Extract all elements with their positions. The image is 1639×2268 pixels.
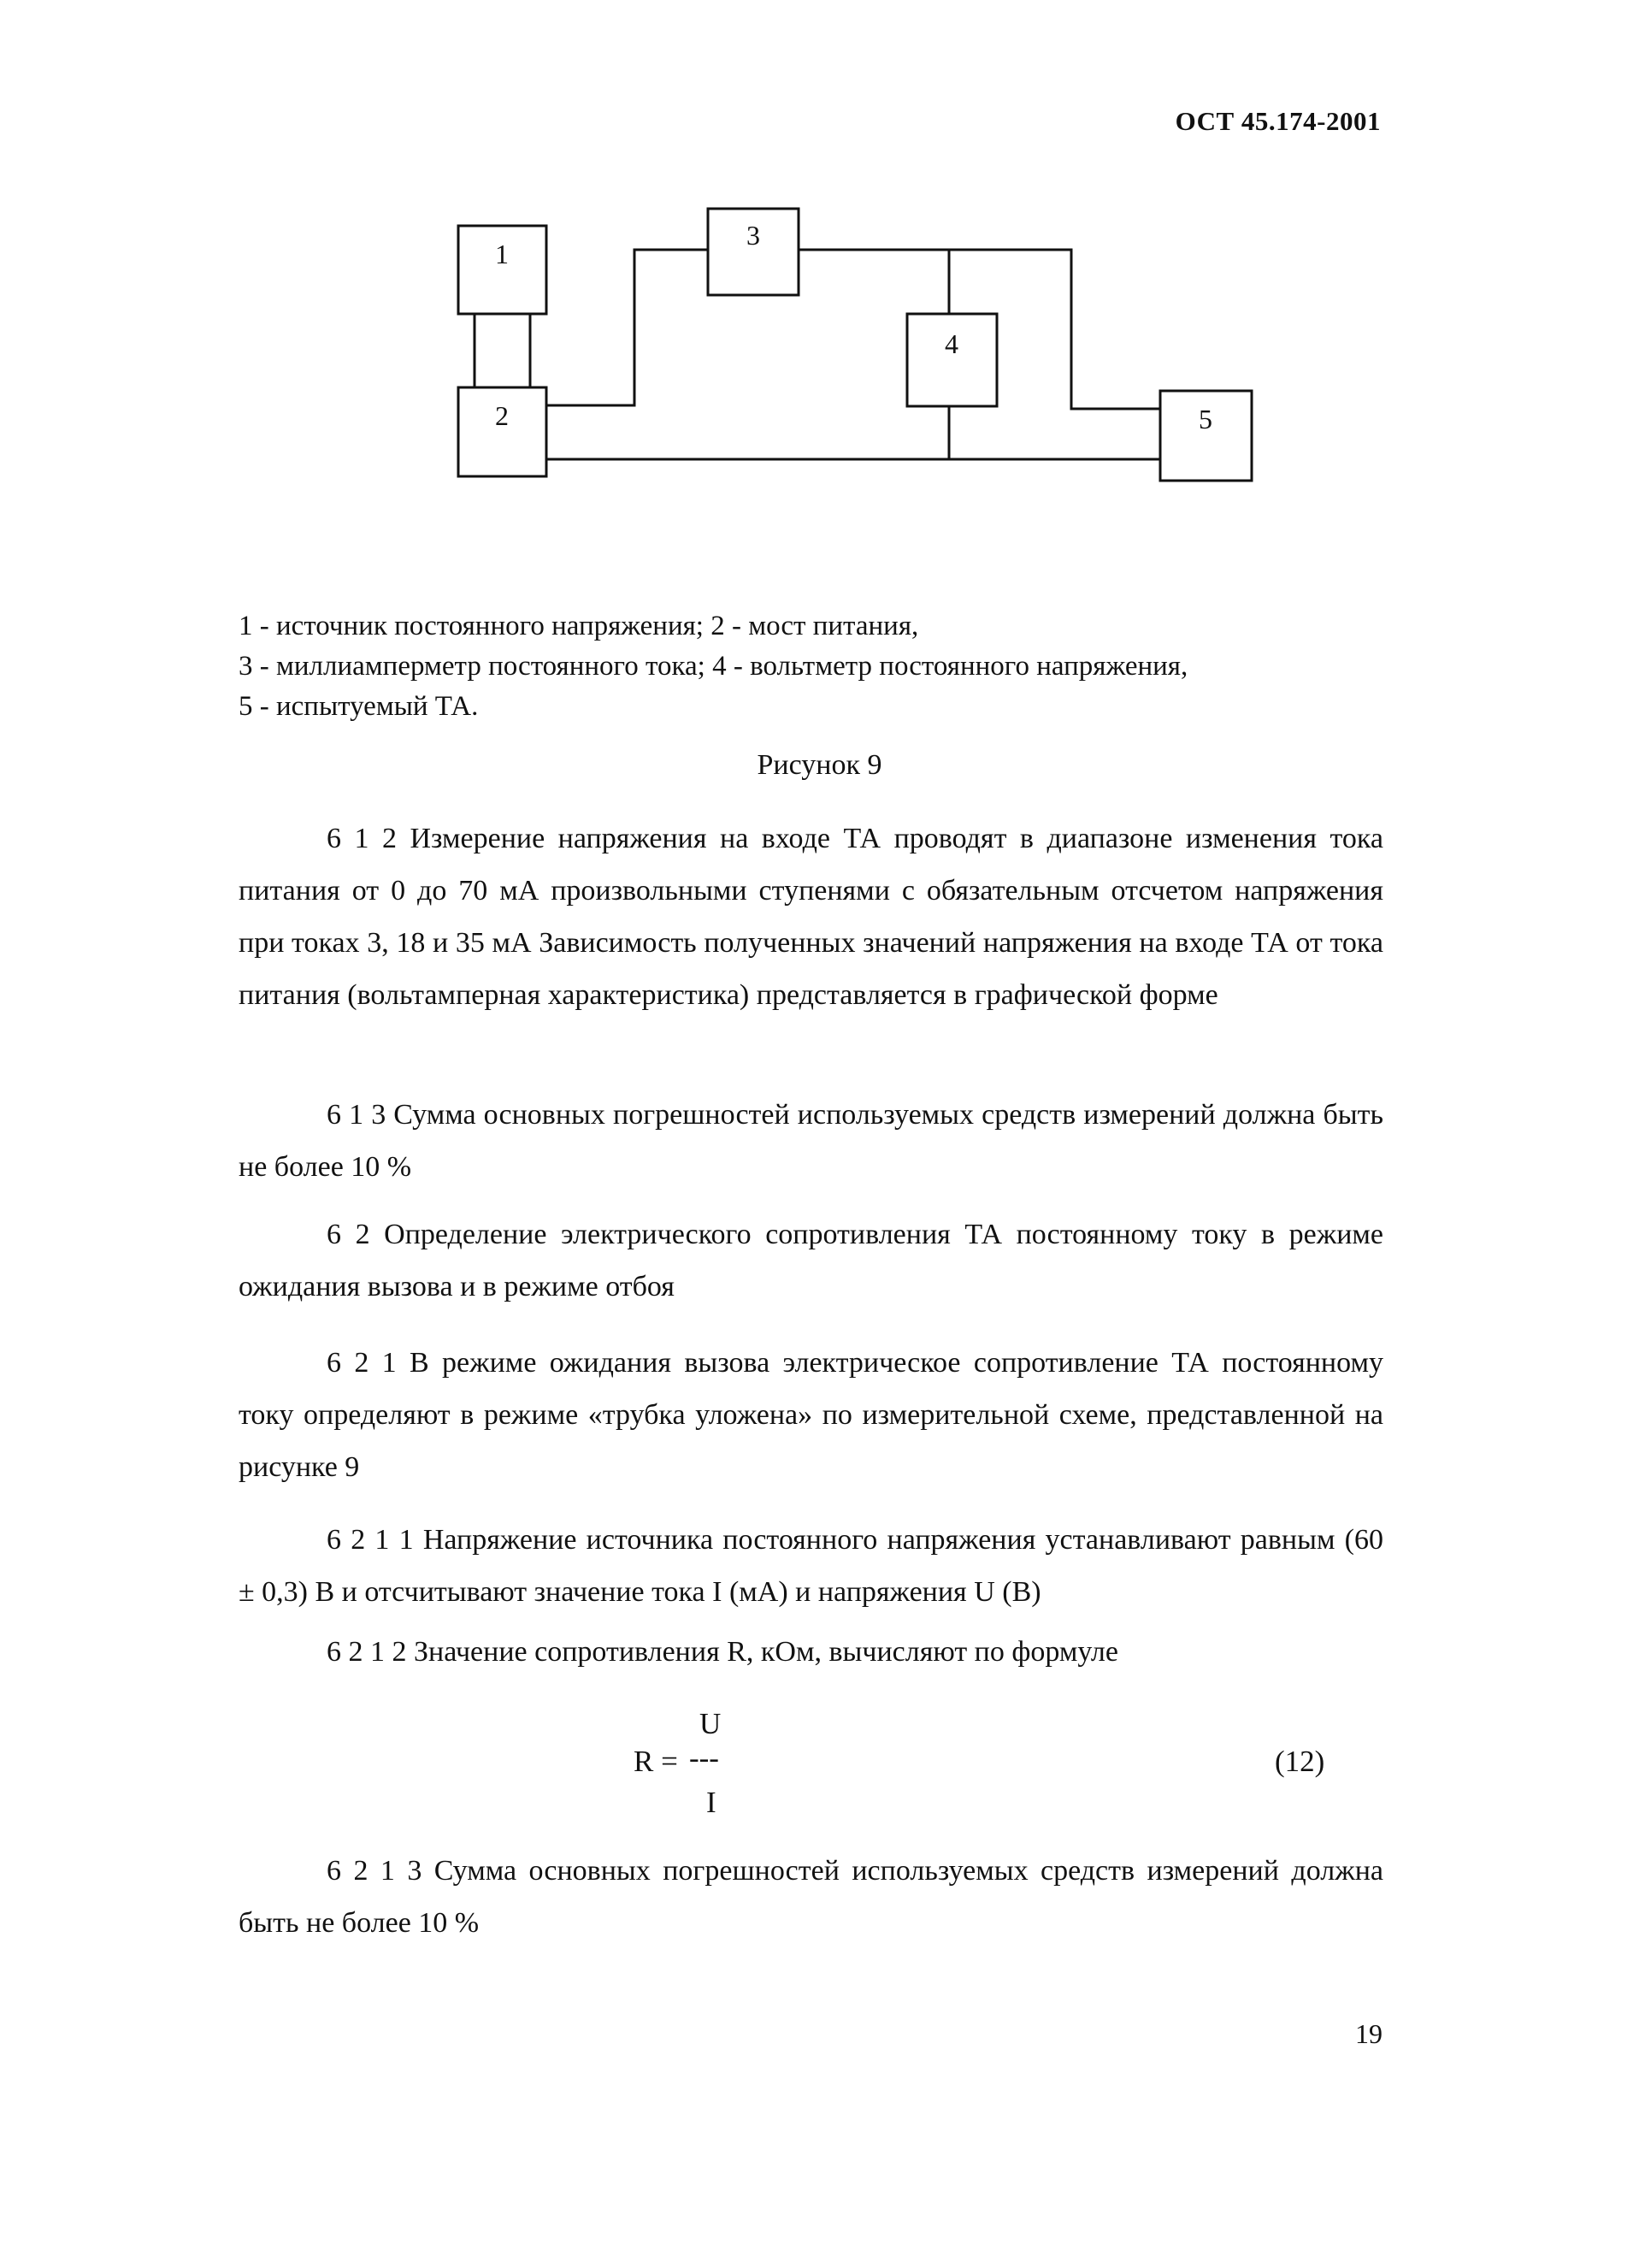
figure-legend xyxy=(239,606,1188,727)
document-code: ОСТ 45.174-2001 xyxy=(1175,106,1381,136)
page-number: 19 xyxy=(1355,2018,1383,2049)
paragraph-6-2-1 xyxy=(239,1337,1383,1493)
paragraph-6-2-1-2 xyxy=(239,1626,1383,1678)
formula-number: (12) xyxy=(1275,1745,1325,1778)
paragraph-6-2-1-2-text: 6 2 1 2 Значение сопротивления R, кОм, вычисляют по формуле xyxy=(327,1636,1118,1668)
legend-line-2: 3 - миллиамперметр постоянного тока; 4 - вольтметр постоянного напряжения, xyxy=(239,651,1188,682)
paragraph-6-2-1-3 xyxy=(239,1845,1383,1949)
formula-lhs: R = xyxy=(634,1745,678,1778)
paragraph-6-2-1-3-text: 6 2 1 3 Сумма основных погрешностей используемых средств измерений должна быть не более 10 % xyxy=(239,1855,1383,1939)
circuit-diagram xyxy=(0,0,1639,547)
figure-caption: Рисунок 9 xyxy=(757,749,882,781)
block-2-label: 2 xyxy=(495,400,509,431)
paragraph-6-2-1-text: 6 2 1 В режиме ожидания вызова электрическое сопротивление ТА постоянному току определяют в режиме «трубка уложена» по измерительной схеме, представленной на рисунке 9 xyxy=(239,1347,1383,1483)
formula-fraction-bar: --- xyxy=(689,1741,719,1775)
block-5-label: 5 xyxy=(1199,404,1212,434)
paragraph-6-1-3 xyxy=(239,1089,1383,1193)
block-3-label: 3 xyxy=(746,220,760,251)
formula-denominator: I xyxy=(706,1786,716,1819)
block-4-label: 4 xyxy=(945,328,958,359)
paragraph-6-1-2 xyxy=(239,812,1383,1021)
block-1-label: 1 xyxy=(495,239,509,269)
paragraph-6-2-1-1 xyxy=(239,1514,1383,1618)
formula-numerator: U xyxy=(699,1707,722,1740)
paragraph-6-2 xyxy=(239,1208,1383,1313)
wire-3-5 xyxy=(799,250,1160,409)
paragraph-6-2-1-1-text: 6 2 1 1 Напряжение источника постоянного напряжения устанавливают равным (60 ± 0,3) В и отсчитывают значение тока I (мА) и напряжения U (В) xyxy=(239,1524,1383,1608)
formula-12 xyxy=(0,1702,1639,1822)
paragraph-6-2-text: 6 2 Определение электрического сопротивления ТА постоянному току в режиме ожидания вызова и в режиме отбоя xyxy=(239,1219,1383,1302)
paragraph-6-1-2-text: 6 1 2 Измерение напряжения на входе ТА проводят в диапазоне изменения тока питания от 0 до 70 мА произвольными ступенями с обязательным отсчетом напряжения при токах 3, 18 и 35 мА Зависимость полученных значений напряжения на входе ТА от тока питания (вольтамперная характеристика) представляется в графической форме xyxy=(239,823,1383,1011)
wire-2-3 xyxy=(546,250,708,405)
legend-line-3: 5 - испытуемый ТА. xyxy=(239,691,479,722)
legend-line-1: 1 - источник постоянного напряжения; 2 - мост питания, xyxy=(239,611,919,641)
paragraph-6-1-3-text: 6 1 3 Сумма основных погрешностей используемых средств измерений должна быть не более 10 % xyxy=(239,1099,1383,1183)
